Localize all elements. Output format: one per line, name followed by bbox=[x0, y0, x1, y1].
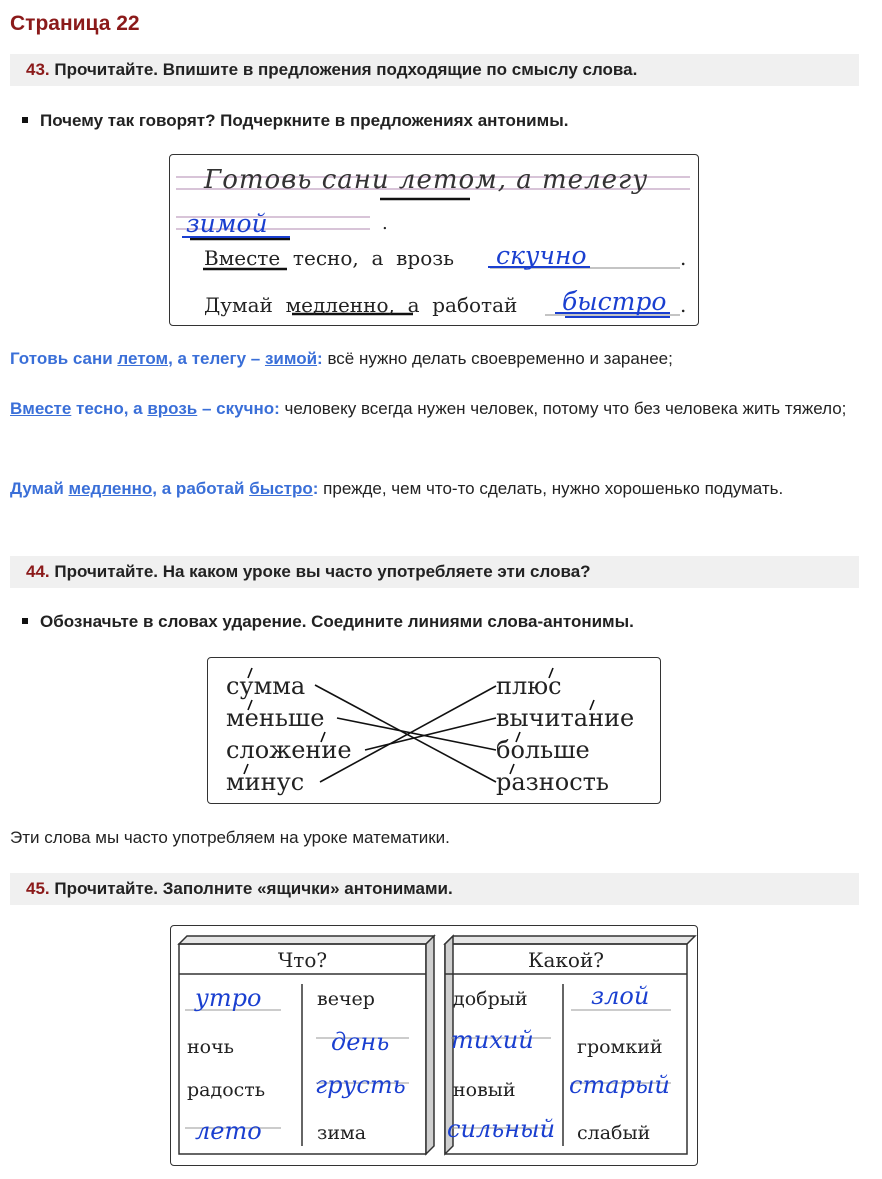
proverb-line-3 bbox=[204, 246, 454, 270]
task-44-bullet bbox=[22, 612, 634, 632]
handwritten-answer-bystro: быстро bbox=[562, 287, 667, 316]
handwritten-answer-skuchno: скучно bbox=[496, 241, 587, 270]
handwritten-proverb-line: Готовь сани летом, а телегу bbox=[204, 165, 649, 195]
handwritten-staryy: старый bbox=[569, 1071, 670, 1099]
bullet-text: Обозначьте в словах ударение. Соедините линиями слова-антонимы. bbox=[40, 612, 634, 631]
antonym-underlined: медленно, bbox=[68, 479, 158, 498]
word-a: а bbox=[371, 246, 384, 270]
right-word-column bbox=[496, 670, 634, 798]
answer-text: а работай bbox=[157, 479, 250, 498]
antonym-underlined: летом, bbox=[117, 349, 173, 368]
exercise-43-box bbox=[169, 154, 699, 326]
word-rabotay: работай bbox=[432, 293, 518, 317]
answer-text: : bbox=[317, 349, 323, 368]
answer-explanation: прежде, чем что-то сделать, нужно хорошенько подумать. bbox=[318, 479, 784, 498]
proverb-line-4 bbox=[204, 293, 517, 317]
handwritten-answer-zimoy: зимой bbox=[186, 209, 268, 238]
answer-paragraph-2 bbox=[10, 394, 850, 424]
handwritten-leto: лето bbox=[195, 1117, 262, 1145]
handwritten-utro: утро bbox=[195, 984, 262, 1012]
word-minus: минус bbox=[226, 768, 305, 796]
answer-explanation: всё нужно делать своевременно и заранее; bbox=[322, 349, 673, 368]
word-tesno: тесно, bbox=[292, 246, 359, 270]
answer-text: тесно, а bbox=[71, 399, 148, 418]
word-vecher: вечер bbox=[317, 988, 375, 1010]
answer-44: Эти слова мы часто употребляем на уроке математики. bbox=[10, 828, 450, 847]
exercise-44-box bbox=[207, 657, 661, 804]
antonym-underlined: зимой bbox=[264, 349, 318, 368]
task-text: Прочитайте. Заполните «ящички» антонимами. bbox=[54, 879, 453, 898]
answer-explanation: человеку всегда нужен человек, потому что без человека жить тяжело; bbox=[279, 399, 847, 418]
task-43-bullet bbox=[22, 111, 568, 131]
handwritten-zloy: злой bbox=[591, 982, 650, 1010]
word-raznost: разность bbox=[496, 768, 609, 796]
line2-dot: . bbox=[382, 213, 388, 234]
word-bolshe: больше bbox=[496, 736, 590, 764]
word-zima: зима bbox=[317, 1122, 367, 1144]
task-text: Прочитайте. На каком уроке вы часто употребляете эти слова? bbox=[54, 562, 591, 581]
task-number: 43. bbox=[26, 60, 50, 79]
answer-text: Готовь сани bbox=[10, 349, 118, 368]
word-noch: ночь bbox=[187, 1036, 235, 1058]
antonym-underlined: врозь bbox=[147, 399, 198, 418]
drawer-header-chto: Что? bbox=[277, 948, 328, 972]
word-novyy: новый bbox=[453, 1079, 516, 1101]
word-gromkiy: громкий bbox=[577, 1036, 663, 1058]
handwritten-grust: грусть bbox=[315, 1071, 406, 1099]
answer-paragraph-3 bbox=[10, 474, 850, 504]
word-summa: сумма bbox=[226, 672, 306, 700]
line4-period: . bbox=[680, 293, 687, 317]
task-44-header bbox=[10, 556, 859, 588]
word-plyus: плюс bbox=[496, 672, 562, 700]
word-menshe: меньше bbox=[226, 704, 325, 732]
bullet-icon bbox=[22, 618, 28, 624]
line3-period: . bbox=[680, 246, 687, 270]
handwritten-silnyy: сильный bbox=[447, 1115, 556, 1143]
word-medlenno: медленно, bbox=[285, 293, 395, 317]
task-43-header bbox=[10, 54, 859, 86]
handwritten-tikhiy: тихий bbox=[451, 1026, 534, 1054]
word-a: а bbox=[407, 293, 420, 317]
page-title: Страница 22 bbox=[10, 12, 140, 35]
word-vmeste: Вместе bbox=[204, 246, 281, 270]
task-text: Прочитайте. Впишите в предложения подходящие по смыслу слова. bbox=[54, 60, 638, 79]
task-number: 45. bbox=[26, 879, 50, 898]
antonym-underlined: Вместе bbox=[10, 399, 72, 418]
exercise-45-box bbox=[170, 925, 698, 1166]
task-number: 44. bbox=[26, 562, 50, 581]
left-word-column bbox=[226, 670, 352, 798]
task-45-header bbox=[10, 873, 859, 905]
answer-text: – скучно: bbox=[197, 399, 280, 418]
answer-text: Думай bbox=[10, 479, 69, 498]
answer-text: : bbox=[312, 479, 319, 498]
word-slabyy: слабый bbox=[577, 1122, 651, 1144]
answer-text: а телегу – bbox=[172, 349, 265, 368]
answer-paragraph-1 bbox=[10, 344, 850, 374]
drawer-header-kakoy: Какой? bbox=[528, 948, 604, 972]
word-vychitanie: вычитание bbox=[496, 704, 635, 732]
bullet-text: Почему так говорят? Подчеркните в предложениях антонимы. bbox=[40, 111, 569, 130]
word-vroz: врозь bbox=[396, 246, 455, 270]
antonym-underlined: быстро bbox=[249, 479, 313, 498]
word-slozhenie: сложение bbox=[226, 736, 352, 764]
bullet-icon bbox=[22, 117, 28, 123]
word-radost: радость bbox=[187, 1079, 266, 1101]
handwritten-den: день bbox=[331, 1028, 390, 1056]
word-dobryy: добрый bbox=[453, 988, 528, 1010]
word-dumay: Думай bbox=[204, 293, 273, 317]
